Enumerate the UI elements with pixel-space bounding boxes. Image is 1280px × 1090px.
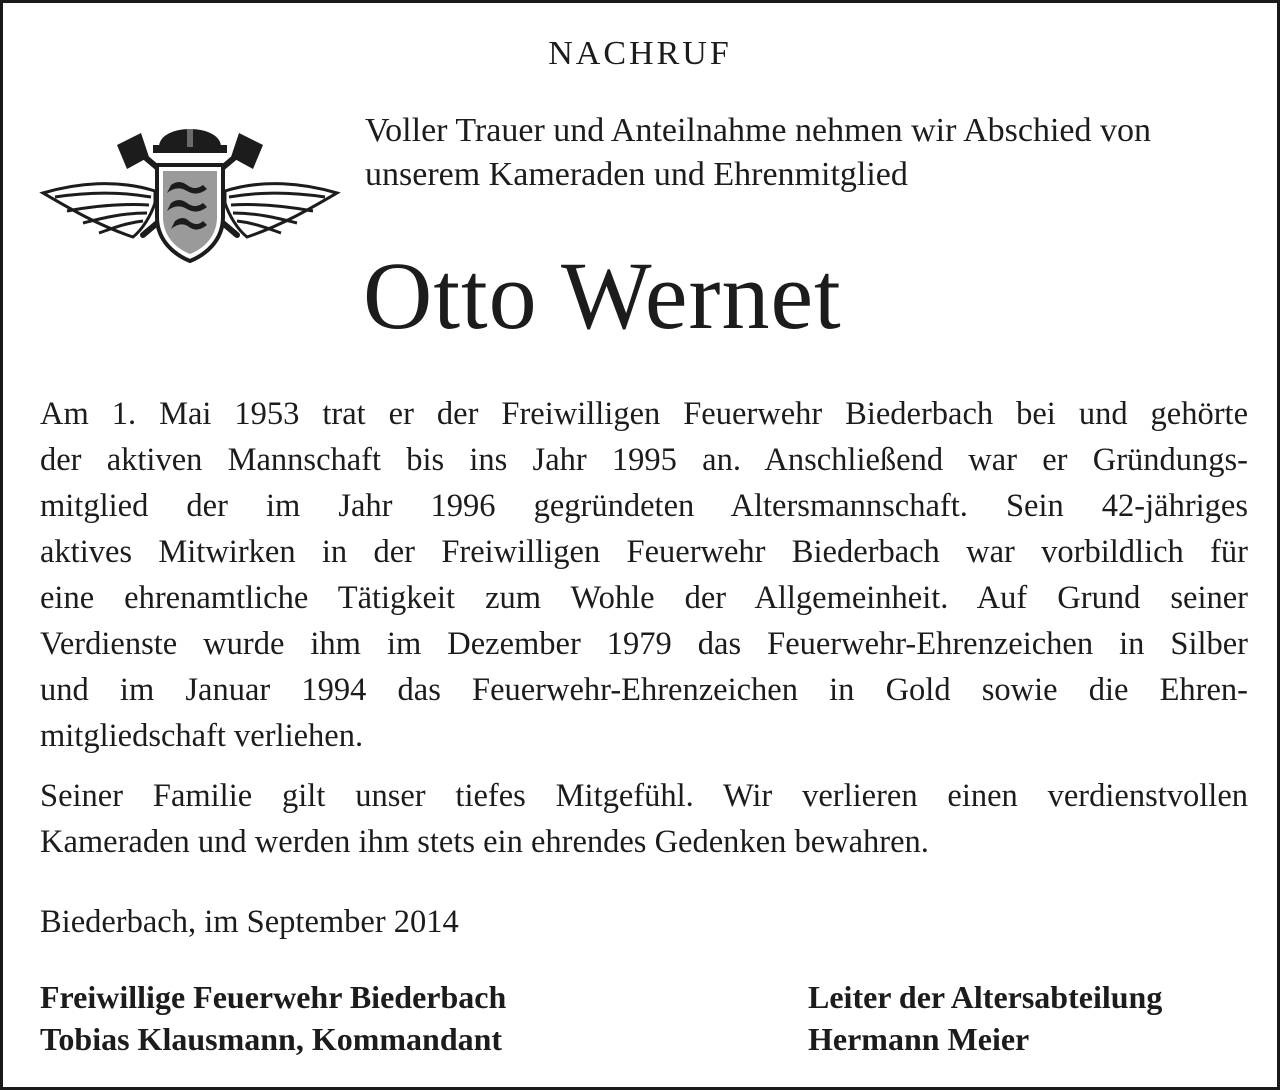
helmet-icon: [153, 117, 227, 153]
body-line: mitglied der im Jahr 1996 gegründeten Altersmannschaft. Sein 42-jähriges: [40, 488, 1248, 524]
signature-fire-brigade: [40, 976, 506, 1060]
left-wing: [43, 184, 155, 237]
intro-text: [365, 109, 1251, 197]
body-line: Kameraden und werden ihm stets ein ehrendes Gedenken bewahren.: [40, 824, 929, 860]
right-wing: [225, 184, 337, 237]
right-axe-head: [231, 133, 263, 169]
body-line: der aktiven Mannschaft bis ins Jahr 1995 an. Anschließend war er Gründungs-: [40, 442, 1248, 478]
body-line: Seiner Familie gilt unser tiefes Mitgefühl. Wir verlieren einen verdienstvollen: [40, 778, 1248, 814]
body-line: eine ehrenamtliche Tätigkeit zum Wohle der Allgemeinheit. Auf Grund seiner: [40, 580, 1248, 616]
fire-brigade-emblem-icon: [37, 107, 343, 267]
body-line: und im Januar 1994 das Feuerwehr-Ehrenzeichen in Gold sowie die Ehren-: [40, 672, 1248, 708]
coat-of-arms-shield-icon: [157, 165, 223, 261]
signature-person: Tobias Klausmann, Kommandant: [40, 1021, 503, 1057]
body-line: aktives Mitwirken in der Freiwilligen Feuerwehr Biederbach war vorbildlich für: [40, 534, 1248, 570]
signature-role: Leiter der Altersabteilung: [808, 979, 1163, 1015]
place-and-date: Biederbach, im September 2014: [40, 904, 459, 940]
signature-person: Hermann Meier: [808, 1021, 1030, 1057]
body-paragraph-1: [40, 391, 1248, 759]
body-paragraph-2: [40, 773, 1248, 865]
body-line: Am 1. Mai 1953 trat er der Freiwilligen Feuerwehr Biederbach bei und gehörte: [40, 396, 1248, 432]
intro-line: Voller Trauer und Anteilnahme nehmen wir Abschied von: [365, 112, 1151, 149]
notice-title: NACHRUF: [548, 35, 732, 72]
left-axe-head: [117, 133, 149, 169]
signature-organization: Freiwillige Feuerwehr Biederbach: [40, 979, 507, 1015]
deceased-name: Otto Wernet: [363, 242, 842, 349]
intro-line: unserem Kameraden und Ehrenmitglied: [365, 156, 908, 193]
body-line: mitgliedschaft verliehen.: [40, 718, 364, 754]
body-line: Verdienste wurde ihm im Dezember 1979 das Feuerwehr-Ehrenzeichen in Silber: [40, 626, 1248, 662]
signature-senior-division: [808, 976, 1162, 1060]
